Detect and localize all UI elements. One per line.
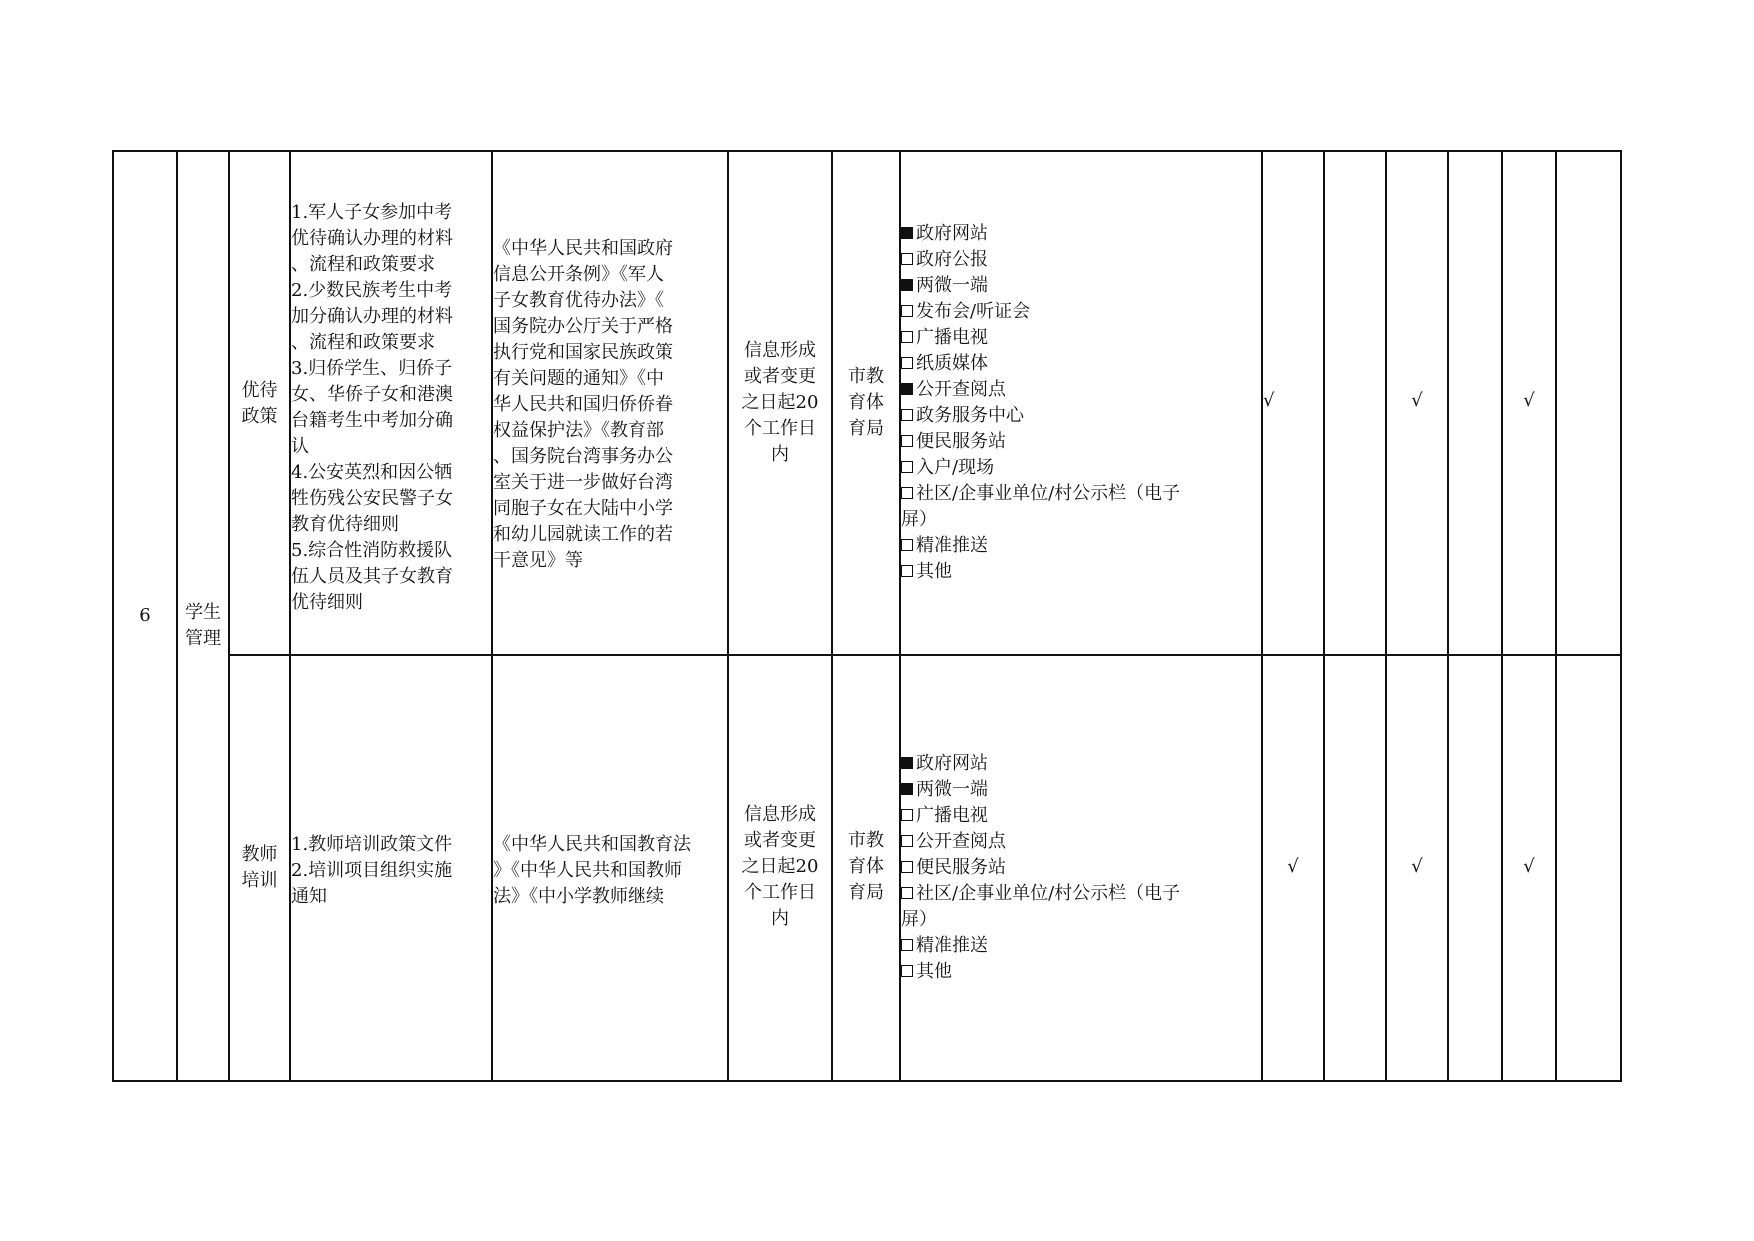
channels-cell: [900, 151, 1262, 655]
unchecked-box-icon: [901, 461, 913, 473]
mark-cell: √: [1502, 151, 1556, 655]
checked-box-icon: [901, 783, 913, 795]
unchecked-box-icon: [901, 861, 913, 873]
basis-cell: 《中华人民共和国政府 信息公开条例》《军人 子女教育优待办法》《 国务院办公厅关于严格 执行党和国家民族政策 有关问题的通知》《中 华人民共和国归侨侨眷 权益保护法》《教育部 、国务院台湾事务办公 室关于进一步做好台湾 同胞子女在大陆中小学 和幼儿园就读工作的若 干意见》等: [492, 151, 728, 655]
channel-option: 社区/企事业单位/村公示栏（电子: [901, 881, 1261, 907]
channel-option: 精准推送: [901, 933, 1261, 959]
unchecked-box-icon: [901, 409, 913, 421]
unchecked-box-icon: [901, 835, 913, 847]
channel-option: 社区/企事业单位/村公示栏（电子: [901, 481, 1261, 507]
channel-option: 便民服务站: [901, 429, 1261, 455]
subject-cell: 市教 育体 育局: [832, 151, 900, 655]
time-limit-cell: 信息形成 或者变更 之日起20 个工作日 内: [728, 655, 832, 1081]
channel-option: 两微一端: [901, 273, 1261, 299]
channel-option: 纸质媒体: [901, 351, 1261, 377]
content-cell: 1.教师培训政策文件 2.培训项目组织实施 通知: [290, 655, 492, 1081]
channel-option: 政府网站: [901, 751, 1261, 777]
channel-option: 广播电视: [901, 803, 1261, 829]
category-cell: 学生 管理: [177, 151, 229, 1081]
checked-box-icon: [901, 757, 913, 769]
unchecked-box-icon: [901, 253, 913, 265]
channel-option: 公开查阅点: [901, 829, 1261, 855]
unchecked-box-icon: [901, 965, 913, 977]
mark-cell: √: [1386, 151, 1448, 655]
channel-option-continuation: 屏）: [901, 909, 937, 930]
unchecked-box-icon: [901, 939, 913, 951]
table-row: [113, 655, 1621, 1081]
mark-cell: √: [1262, 151, 1324, 655]
unchecked-box-icon: [901, 357, 913, 369]
unchecked-box-icon: [901, 487, 913, 499]
checked-box-icon: [901, 383, 913, 395]
unchecked-box-icon: [901, 565, 913, 577]
content-cell: 1.军人子女参加中考 优待确认办理的材料 、流程和政策要求 2.少数民族考生中考 加分确认办理的材料 、流程和政策要求 3.归侨学生、归侨子 女、华侨子女和港澳 台籍考生中考加分确 认 4.公安英烈和因公牺 牲伤残公安民警子女 教育优待细则 5.综合性消防救援队 伍人员及其子女教育 优待细则: [290, 151, 492, 655]
mark-cell: [1324, 655, 1386, 1081]
channel-option: 广播电视: [901, 325, 1261, 351]
unchecked-box-icon: [901, 305, 913, 317]
channel-option: 便民服务站: [901, 855, 1261, 881]
channel-option: 政府网站: [901, 221, 1261, 247]
item-cell: 优待 政策: [229, 151, 290, 655]
table-row: [113, 151, 1621, 655]
channel-option: 其他: [901, 959, 1261, 985]
subject-cell: 市教 育体 育局: [832, 655, 900, 1081]
mark-cell: √: [1386, 655, 1448, 1081]
disclosure-table: [112, 150, 1622, 1082]
channel-option: 政府公报: [901, 247, 1261, 273]
unchecked-box-icon: [901, 539, 913, 551]
row-number-cell: 6: [113, 151, 177, 1081]
channels-cell: [900, 655, 1262, 1081]
channel-option: 其他: [901, 559, 1261, 585]
channel-option: 公开查阅点: [901, 377, 1261, 403]
channel-option: 两微一端: [901, 777, 1261, 803]
unchecked-box-icon: [901, 331, 913, 343]
mark-cell: √: [1502, 655, 1556, 1081]
unchecked-box-icon: [901, 887, 913, 899]
time-limit-cell: 信息形成 或者变更 之日起20 个工作日 内: [728, 151, 832, 655]
mark-cell: √: [1262, 655, 1324, 1081]
checked-box-icon: [901, 279, 913, 291]
channel-option-continuation: 屏）: [901, 509, 937, 530]
item-cell: 教师 培训: [229, 655, 290, 1081]
mark-cell: [1448, 151, 1502, 655]
basis-cell: 《中华人民共和国教育法 》《中华人民共和国教师 法》《中小学教师继续: [492, 655, 728, 1081]
mark-cell: [1324, 151, 1386, 655]
checked-box-icon: [901, 227, 913, 239]
mark-cell: [1556, 655, 1621, 1081]
unchecked-box-icon: [901, 435, 913, 447]
mark-cell: [1556, 151, 1621, 655]
channel-option: 政务服务中心: [901, 403, 1261, 429]
mark-cell: [1448, 655, 1502, 1081]
unchecked-box-icon: [901, 809, 913, 821]
channel-option: 入户/现场: [901, 455, 1261, 481]
channel-option: 发布会/听证会: [901, 299, 1261, 325]
channel-option: 精准推送: [901, 533, 1261, 559]
